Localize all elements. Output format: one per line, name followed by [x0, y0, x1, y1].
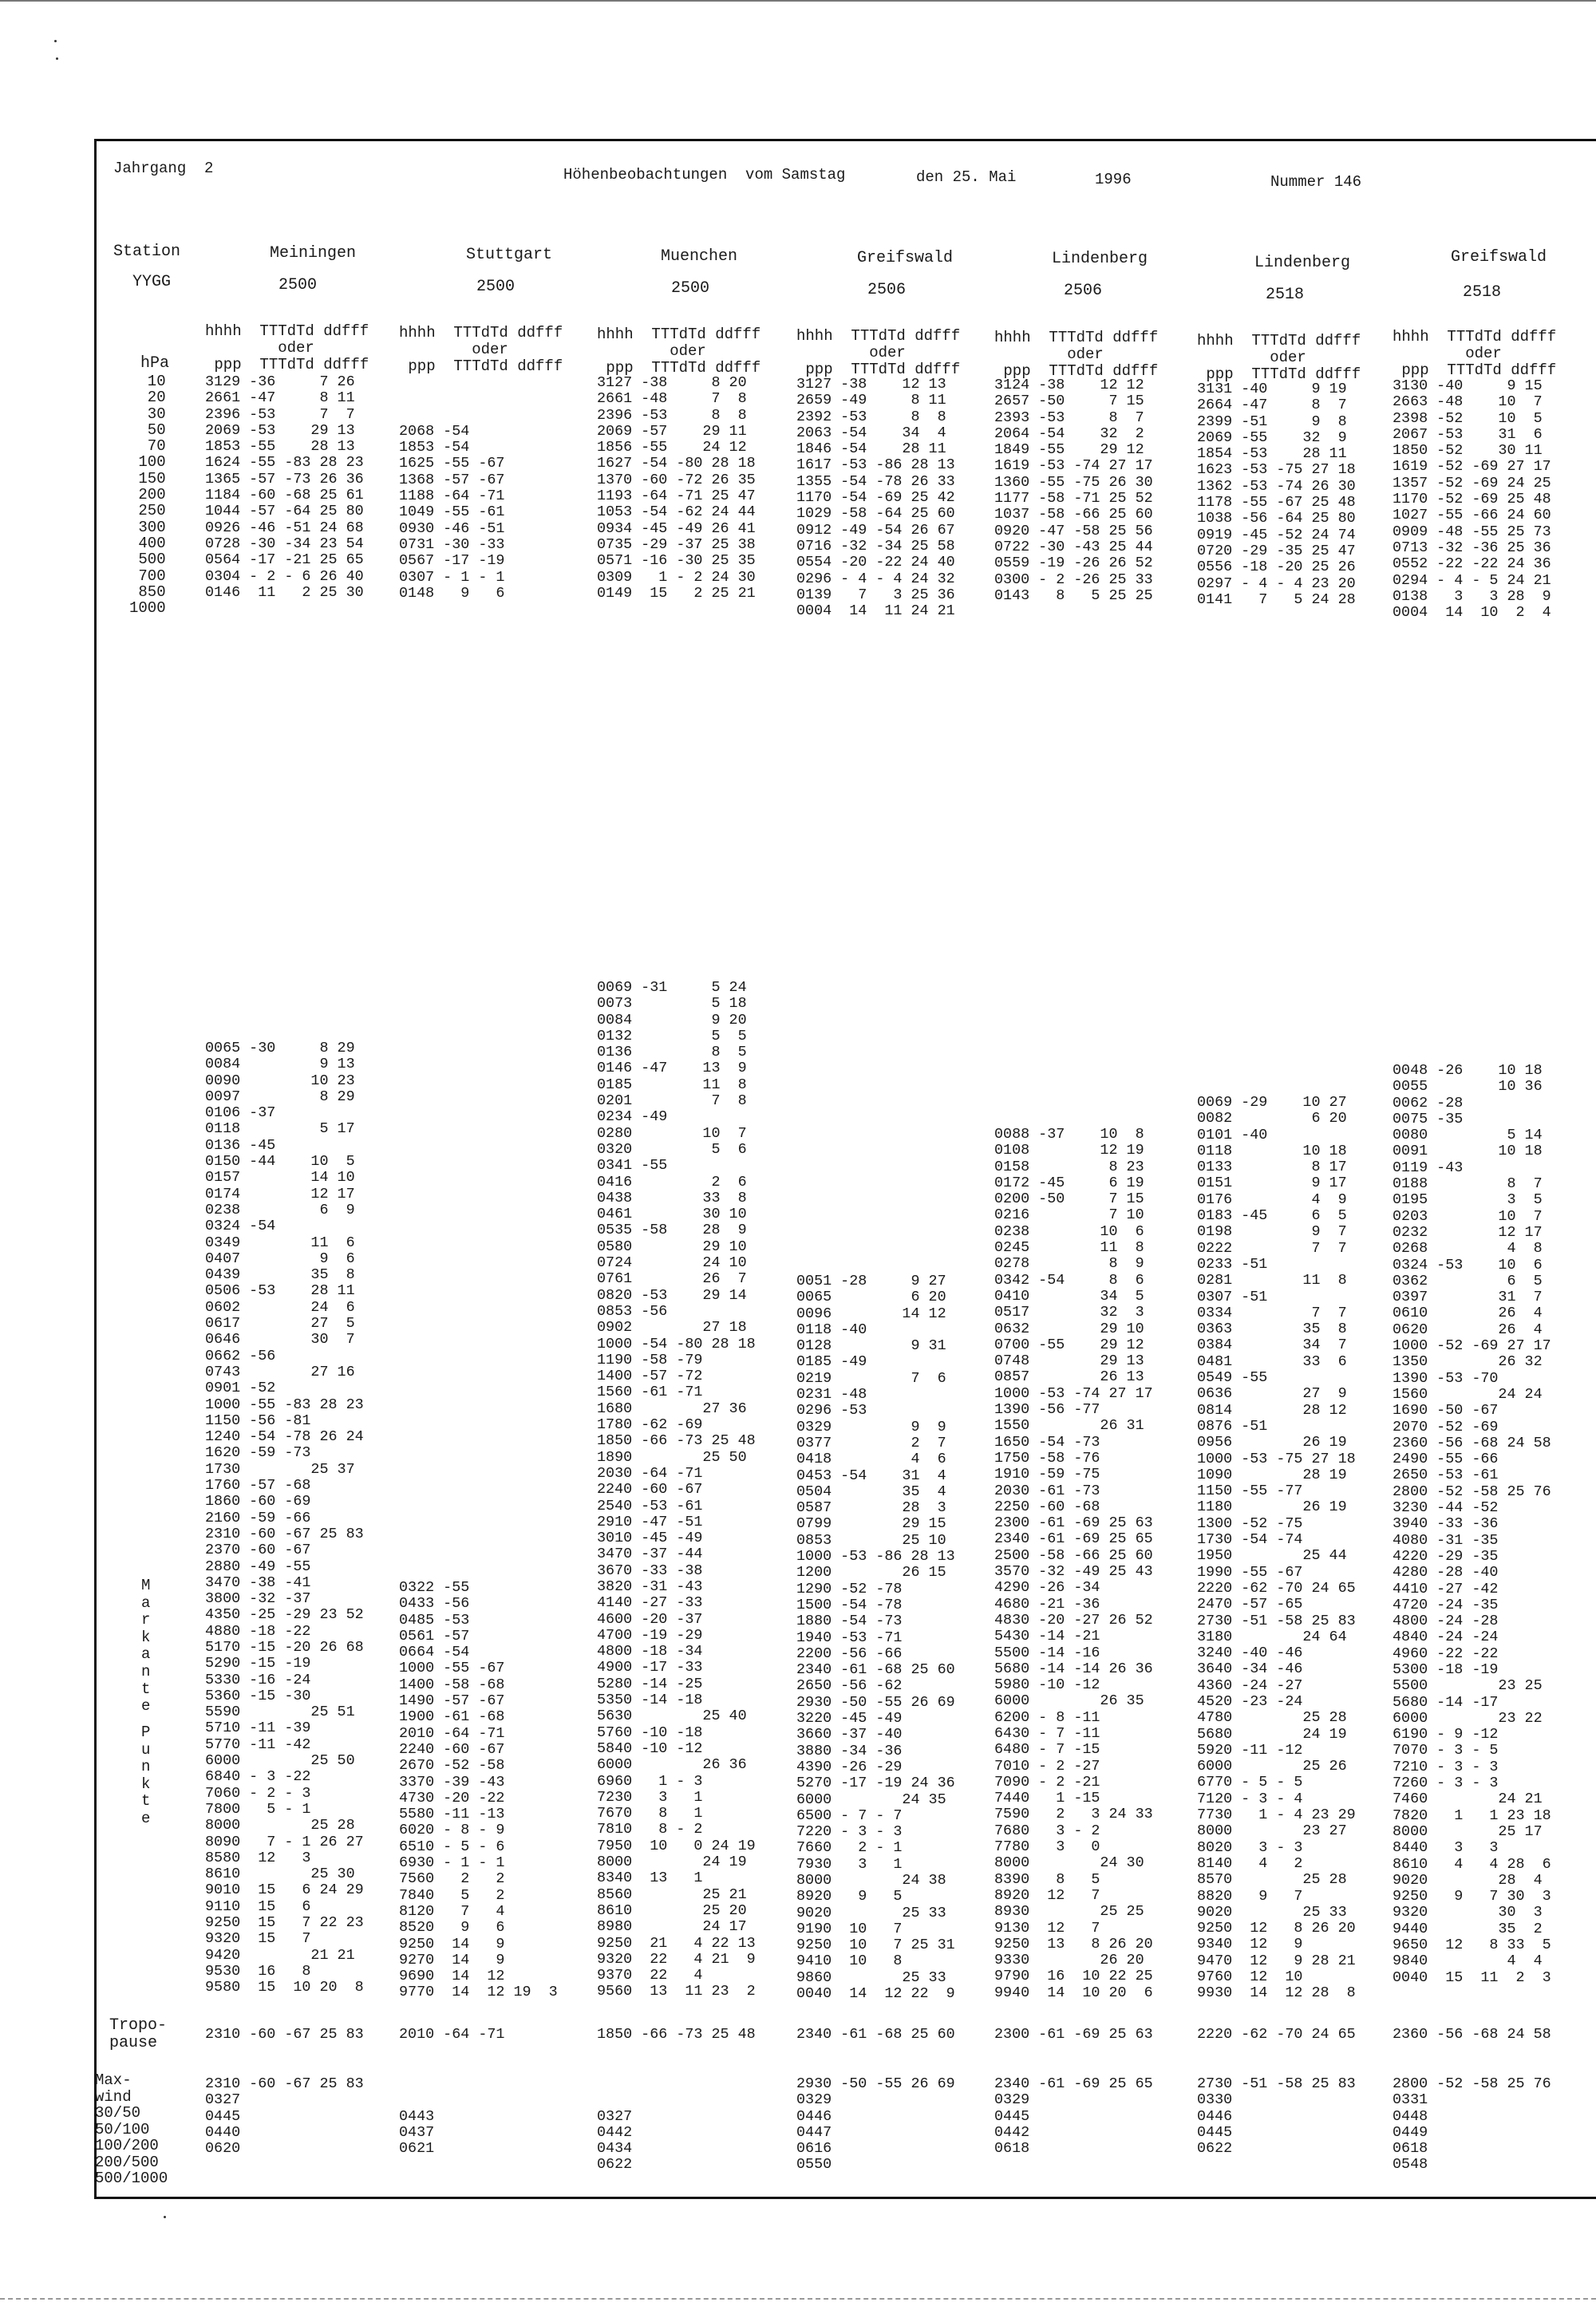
station-time: 2506	[1064, 282, 1103, 300]
station-time: 2500	[279, 276, 318, 294]
standard-levels: 3127 -38 8 20 2661 -48 7 8 2396 -53 8 8 2069 -57 29 11 1856 -55 24 12 1627 -54 -80 28 18 1370 -60 -72 26 35 1193 -64 -71 25 47 1053 -54 -62 24 44 0934 -45 -49 26 41 0735 -29 -37 25 38 0571 -16 -30 25 35 0309 1 - 2 24 30 0149 15 2 25 21	[597, 374, 756, 602]
significant-points: 0069 -31 5 24 0073 5 18 0084 9 20 0132 5 5 0136 8 5 0146 -47 13 9 0185 11 8 0201 7 8 0234 -49 0280 10 7 0320 5 6 0341 -55 0416 2 6 0438 33 8 0461 30 10 0535 -58 28 9 0580 29 10 0724 24 10 0761 26 7 0820 -53 29 14 0853 -56 0902 27 18 1000 -54 -80 28 18 1190 -58 -79 1400 -57 -72 1560 -61 -71 1680 27 36 1780 -62 -69 1850 -66 -73 25 48 1890 25 50 2030 -64 -71 2240 -60 -67 2540 -53 -61 2910 -47 -51 3010 -45 -49 3470 -37 -44 3670 -33 -38 3820 -31 -43 4140 -27 -33 4600 -20 -37 4700 -19 -29 4800 -18 -34 4900 -17 -33 5280 -14 -25 5350 -14 -18 5630 25 40 5760 -10 -18 5840 -10 -12 6000 26 36 6960 1 - 3 7230 3 1 7670 8 1 7810 8 - 2 7950 10 0 24 19 8000 24 19 8340 13 1 8560 25 21 8610 25 20 8980 24 17 9250 21 4 22 13 9320 22 4 21 9 9370 22 4 9560 13 11 23 2	[597, 979, 756, 2000]
station-time: 2518	[1266, 286, 1305, 304]
report-title: Höhenbeobachtungen vom Samstag	[563, 166, 846, 184]
station-name: Stuttgart	[466, 246, 553, 264]
station-name: Greifswald	[1451, 248, 1547, 267]
station-time: 2506	[867, 281, 907, 299]
report-date: den 25. Mai	[916, 168, 1017, 186]
column-header: hhhh TTTdTd ddfff oder ppp TTTdTd ddfff	[205, 322, 369, 373]
station-time: 2500	[476, 278, 516, 296]
yygg-label: YYGG	[132, 273, 172, 291]
pressure-levels: 10 20 30 50 70 100 150 200 250 300 400 500 700 850 1000	[129, 373, 166, 618]
maxwind-values: 2310 -60 -67 25 83 0327 0445 0440 0620	[205, 2075, 364, 2158]
markante-label: M a r k a n t e	[141, 1577, 151, 1716]
standard-levels: 3130 -40 9 15 2663 -48 10 7 2398 -52 10 5 2067 -53 31 6 1850 -52 30 11 1619 -52 -69 27 17 1357 -52 -69 24 25 1170 -52 -69 25 48 1027 -55 -66 24 60 0909 -48 -55 25 73 0713 -32 -36 25 36 0552 -22 -22 24 36 0294 - 4 - 5 24 21 0138 3 3 28 9 0004 14 10 2 4	[1393, 377, 1551, 622]
maxwind-values: 2340 -61 -69 25 65 0329 0445 0442 0618	[994, 2075, 1153, 2158]
column-header: hhhh TTTdTd ddfff oder ppp TTTdTd ddfff	[399, 324, 563, 375]
tropopause-values: 2310 -60 -67 25 83	[205, 2026, 364, 2043]
hpa-label: hPa	[140, 354, 170, 373]
tropopause-label: Tropo- pause	[109, 2016, 168, 2052]
standard-levels: 2068 -54 1853 -54 1625 -55 -67 1368 -57 -67 1188 -64 -71 1049 -55 -61 0930 -46 -51 0731 -30 -33 0567 -17 -19 0307 - 1 - 1 0148 9 6	[399, 422, 505, 602]
station-time: 2500	[671, 279, 710, 298]
significant-points: 0088 -37 10 8 0108 12 19 0158 8 23 0172 -45 6 19 0200 -50 7 15 0216 7 10 0238 10 6 0245 11 8 0278 8 9 0342 -54 8 6 0410 34 5 0517 32 3 0632 29 10 0700 -55 29 12 0748 29 13 0857 26 13 1000 -53 -74 27 17 1390 -56 -77 1550 26 31 1650 -54 -73 1750 -58 -76 1910 -59 -75 2030 -61 -73 2250 -60 -68 2300 -61 -69 25 63 2340 -61 -69 25 65 2500 -58 -66 25 60 3570 -32 -49 25 43 4290 -26 -34 4680 -21 -36 4830 -20 -27 26 52 5430 -14 -21 5500 -14 -16 5680 -14 -14 26 36 5980 -10 -12 6000 26 35 6200 - 8 -11 6430 - 7 -11 6480 - 7 -15 7010 - 2 -27 7090 - 2 -21 7440 1 -15 7590 2 3 24 33 7680 3 - 2 7780 3 0 8000 24 30 8390 8 5 8920 12 7 8930 25 25 9130 12 7 9250 13 8 26 20 9330 26 20 9790 16 10 22 25 9940 14 10 20 6	[994, 1126, 1153, 2001]
maxwind-values: 2800 -52 -58 25 76 0331 0448 0449 0618 0548	[1393, 2075, 1551, 2174]
significant-points: 0065 -30 8 29 0084 9 13 0090 10 23 0097 8 29 0106 -37 0118 5 17 0136 -45 0150 -44 10 5 0157 14 10 0174 12 17 0238 6 9 0324 -54 0349 11 6 0407 9 6 0439 35 8 0506 -53 28 11 0602 24 6 0617 27 5 0646 30 7 0662 -56 0743 27 16 0901 -52 1000 -55 -83 28 23 1150 -56 -81 1240 -54 -78 26 24 1620 -59 -73 1730 25 37 1760 -57 -68 1860 -60 -69 2160 -59 -66 2310 -60 -67 25 83 2370 -60 -67 2880 -49 -55 3470 -38 -41 3800 -32 -37 4350 -25 -29 23 52 4880 -18 -22 5170 -15 -20 26 68 5290 -15 -19 5330 -16 -24 5360 -15 -30 5590 25 51 5710 -11 -39 5770 -11 -42 6000 25 50 6840 - 3 -22 7060 - 2 - 3 7800 5 - 1 8000 25 28 8090 7 - 1 26 27 8580 12 3 8610 25 30 9010 15 6 24 29 9110 15 6 9250 15 7 22 23 9320 15 7 9420 21 21 9530 16 8 9580 15 10 20 8	[205, 1040, 364, 1996]
standard-levels: 3127 -38 12 13 2659 -49 8 11 2392 -53 8 8 2063 -54 34 4 1846 -54 28 11 1617 -53 -86 28 13 1355 -54 -78 26 33 1170 -54 -69 25 42 1029 -58 -64 25 60 0912 -49 -54 26 67 0716 -32 -34 25 58 0554 -20 -22 24 40 0296 - 4 - 4 24 32 0139 7 3 25 36 0004 14 11 24 21	[796, 376, 955, 620]
standard-levels: 3131 -40 9 19 2664 -47 8 7 2399 -51 9 8 2069 -55 32 9 1854 -53 28 11 1623 -53 -75 27 18 1362 -53 -74 26 30 1178 -55 -67 25 48 1038 -56 -64 25 80 0919 -45 -52 24 74 0720 -29 -35 25 47 0556 -18 -20 25 26 0297 - 4 - 4 23 20 0141 7 5 24 28	[1197, 381, 1356, 608]
column-header: hhhh TTTdTd ddfff oder ppp TTTdTd ddfff	[796, 327, 961, 378]
station-name: Muenchen	[661, 247, 738, 266]
margin-mark	[56, 57, 58, 60]
tropopause-values: 1850 -66 -73 25 48	[597, 2026, 756, 2043]
maxwind-values: 2930 -50 -55 26 69 0329 0446 0447 0616 0550	[796, 2075, 955, 2174]
standard-levels: 3129 -36 7 26 2661 -47 8 11 2396 -53 7 7 2069 -53 29 13 1853 -55 28 13 1624 -55 -83 28 23 1365 -57 -73 26 36 1184 -60 -68 25 61 1044 -57 -64 25 80 0926 -46 -51 24 68 0728 -30 -34 23 54 0564 -17 -21 25 65 0304 - 2 - 6 26 40 0146 11 2 25 30	[205, 373, 364, 601]
tropopause-values: 2340 -61 -68 25 60	[796, 2026, 955, 2043]
tropopause-values: 2220 -62 -70 24 65	[1197, 2026, 1356, 2043]
punkte-label: P u n k t e	[141, 1724, 151, 1827]
station-label: Station	[113, 243, 181, 261]
tropopause-values: 2010 -64 -71	[399, 2026, 505, 2043]
report-number: Nummer 146	[1270, 173, 1362, 191]
page-top-edge	[0, 0, 1596, 6]
report-year: 1996	[1095, 171, 1132, 188]
column-header: hhhh TTTdTd ddfff oder ppp TTTdTd ddfff	[994, 329, 1159, 380]
column-header: hhhh TTTdTd ddfff oder ppp TTTdTd ddfff	[1393, 328, 1557, 379]
significant-points: 0048 -26 10 18 0055 10 36 0062 -28 0075 -35 0080 5 14 0091 10 18 0119 -43 0188 8 7 0195 3 5 0203 10 7 0232 12 17 0268 4 8 0324 -53 10 6 0362 6 5 0397 31 7 0610 26 4 0620 26 4 1000 -52 -69 27 17 1350 26 32 1390 -53 -70 1560 24 24 1690 -50 -67 2070 -52 -69 2360 -56 -68 24 58 2490 -55 -66 2650 -53 -61 2800 -52 -58 25 76 3230 -44 -52 3940 -33 -36 4080 -31 -35 4220 -29 -35 4280 -28 -40 4410 -27 -42 4720 -24 -35 4800 -24 -28 4840 -24 -24 4960 -22 -22 5300 -18 -19 5500 23 25 5680 -14 -17 6000 23 22 6190 - 9 -12 7070 - 3 - 5 7210 - 3 - 3 7260 - 3 - 3 7460 24 21 7820 1 1 23 18 8000 25 17 8440 3 3 8610 4 4 28 6 9020 28 4 9250 9 7 30 3 9320 30 3 9440 35 2 9650 12 8 33 5 9840 4 4 0040 15 11 2 3	[1393, 1062, 1551, 1986]
maxwind-values: 0327 0442 0434 0622	[597, 2107, 633, 2174]
significant-points: 0069 -29 10 27 0082 6 20 0101 -40 0118 10 18 0133 8 17 0151 9 17 0176 4 9 0183 -45 6 5 0198 9 7 0222 7 7 0233 -51 0281 11 8 0307 -51 0334 7 7 0363 35 8 0384 34 7 0481 33 6 0549 -55 0636 27 9 0814 28 12 0876 -51 0956 26 19 1000 -53 -75 27 18 1090 28 19 1150 -55 -77 1180 26 19 1300 -52 -75 1730 -54 -74 1950 25 44 1990 -55 -67 2220 -62 -70 24 65 2470 -57 -65 2730 -51 -58 25 83 3180 24 64 3240 -40 -46 3640 -34 -46 4360 -24 -27 4520 -23 -24 4780 25 28 5680 24 19 5920 -11 -12 6000 25 26 6770 - 5 - 5 7120 - 3 - 4 7730 1 - 4 23 29 8000 23 27 8020 3 - 3 8140 4 2 8570 25 28 8820 9 7 9020 25 33 9250 12 8 26 20 9340 12 9 9470 12 9 28 21 9760 12 10 9930 14 12 28 8	[1197, 1094, 1356, 2002]
station-name: Lindenberg	[1052, 250, 1148, 268]
significant-points: 0322 -55 0433 -56 0485 -53 0561 -57 0664 -54 1000 -55 -67 1400 -58 -68 1490 -57 -67 1900 -61 -68 2010 -64 -71 2240 -60 -67 2670 -52 -58 3370 -39 -43 4730 -20 -22 5580 -11 -13 6020 - 8 - 9 6510 - 5 - 6 6930 - 1 - 1 7560 2 2 7840 5 2 8120 7 4 8520 9 6 9250 14 9 9270 14 9 9690 14 12 9770 14 12 19 3	[399, 1579, 558, 2001]
maxwind-label: Max- wind 30/50 50/100 100/200 200/500 500/1000	[95, 2071, 168, 2187]
jahrgang-label: Jahrgang 2	[113, 160, 214, 177]
page-bottom-edge	[0, 2298, 1596, 2301]
tropopause-values: 2360 -56 -68 24 58	[1393, 2026, 1551, 2043]
column-header: hhhh TTTdTd ddfff oder ppp TTTdTd ddfff	[597, 326, 761, 377]
station-name: Greifswald	[857, 249, 954, 267]
margin-mark	[164, 2216, 166, 2218]
station-name: Lindenberg	[1254, 254, 1351, 272]
margin-mark	[54, 40, 57, 42]
column-header: hhhh TTTdTd ddfff oder ppp TTTdTd ddfff	[1197, 332, 1361, 383]
tropopause-values: 2300 -61 -69 25 63	[994, 2026, 1153, 2043]
maxwind-values: 2730 -51 -58 25 83 0330 0446 0445 0622	[1197, 2075, 1356, 2158]
maxwind-values: 0443 0437 0621	[399, 2107, 435, 2158]
standard-levels: 3124 -38 12 12 2657 -50 7 15 2393 -53 8 7 2064 -54 32 2 1849 -55 29 12 1619 -53 -74 27 17 1360 -55 -75 26 30 1177 -58 -71 25 52 1037 -58 -66 25 60 0920 -47 -58 25 56 0722 -30 -43 25 44 0559 -19 -26 26 52 0300 - 2 -26 25 33 0143 8 5 25 25	[994, 377, 1153, 604]
significant-points: 0051 -28 9 27 0065 6 20 0096 14 12 0118 -40 0128 9 31 0185 -49 0219 7 6 0231 -48 0296 -53 0329 9 9 0377 2 7 0418 4 6 0453 -54 31 4 0504 35 4 0587 28 3 0799 29 15 0853 25 10 1000 -53 -86 28 13 1200 26 15 1290 -52 -78 1500 -54 -78 1880 -54 -73 1940 -53 -71 2200 -56 -66 2340 -61 -68 25 60 2650 -56 -62 2930 -50 -55 26 69 3220 -45 -49 3660 -37 -40 3880 -34 -36 4390 -26 -29 5270 -17 -19 24 36 6000 24 35 6500 - 7 - 7 7220 - 3 - 3 7660 2 - 1 7930 3 1 8000 24 38 8920 9 5 9020 25 33 9190 10 7 9250 10 7 25 31 9410 10 8 9860 25 33 0040 14 12 22 9	[796, 1273, 955, 2003]
station-name: Meiningen	[270, 244, 357, 263]
station-time: 2518	[1463, 283, 1502, 302]
